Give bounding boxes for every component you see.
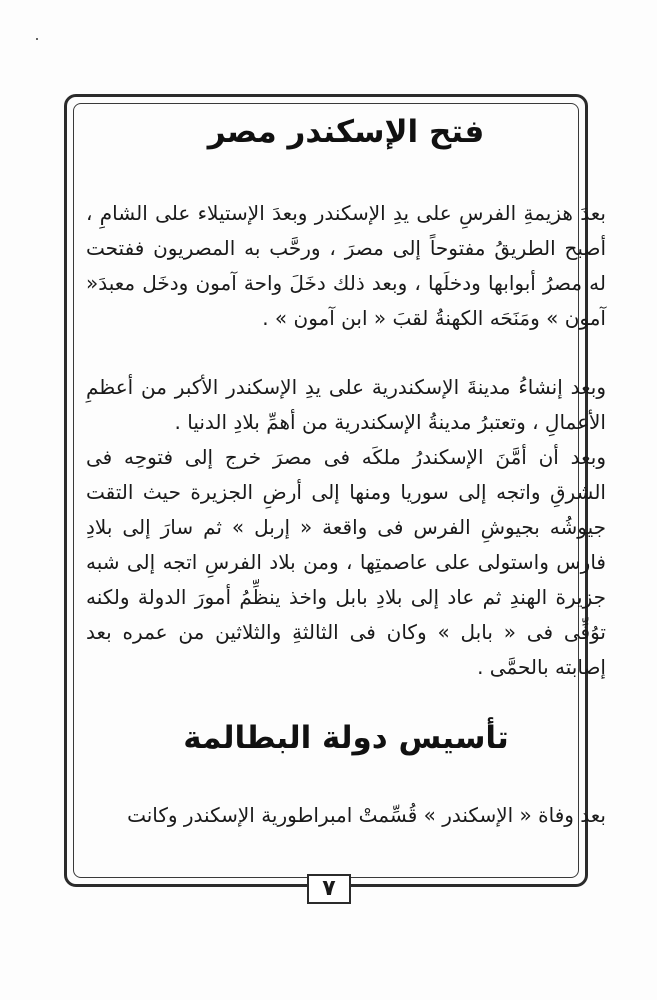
paragraph: وبعد أن أمَّنَ الإسكندرُ ملكَه فى مصرَ خرج إلى فتوحِه فى الشرقِ واتجه إلى سوريا ومنها إلى أرضِ الجزيرة حيث التقت جيوشُه بجيوشِ الفرس فى واقعة « إربل » ثم سارَ إلى بلادِ فارس واستولى على عاصمتِها ، ومن بلاد الفرسِ اتجه إلى شبه جزيرة الهندِ ثم عاد إلى بلادِ بابل واخذ ينظِّمُ أمورَ الدولة ولكنه توُفِّى فى « بابل » وكان فى الثالثةِ والثلاثين من عمره بعد إصابته بالحمَّى . <box>86 445 606 679</box>
chapter-title: فتح الإسكندر مصر <box>207 114 485 150</box>
page-content <box>86 108 606 868</box>
page-number: ٧ <box>307 874 351 904</box>
paragraph: وبعد إنشاءُ مدينةَ الإسكندرية على يدِ الإسكندر الأكبر من أعظمِ الأعمالِ ، وتعتبرُ مدينةُ الإسكندرية من أهمِّ بلادِ الدنيا . <box>86 375 606 434</box>
page-speck <box>36 38 38 40</box>
section-title: تأسيس دولة البطالمة <box>183 720 509 756</box>
paragraph: بعد وفاة « الإسكندر » قُسِّمتْ امبراطورية الإسكندر وكانت <box>127 803 606 827</box>
paragraph: بعدَ هزيمةِ الفرسِ على يدِ الإسكندر وبعدَ الإستيلاء على الشامِ ، أصبح الطريقُ مفتوحاً إلى مصرَ ، ورحَّب به المصريون ففتحت له مصرُ أبوابها ودخلَها ، وبعد ذلك دخَلَ واحة آمون ودخَل معبدَ« آمون » ومَنَحَه الكهنةُ لقبَ « ابن آمون » . <box>86 201 606 330</box>
